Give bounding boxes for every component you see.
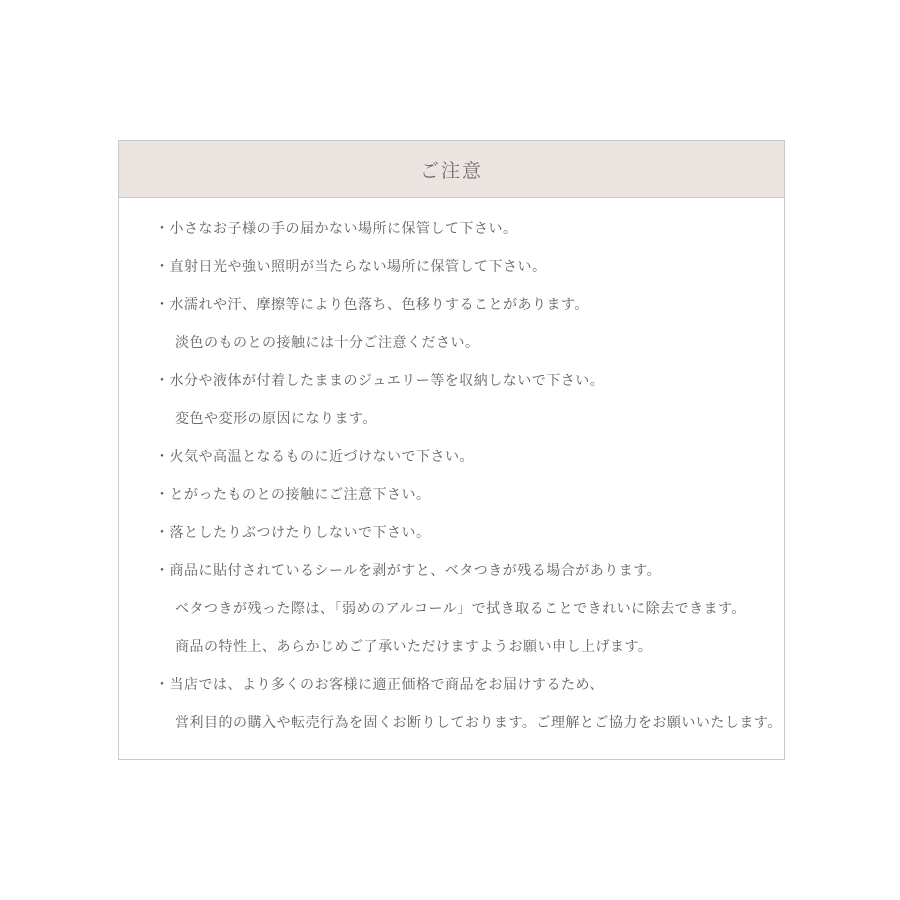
notice-line-text: 商品の特性上、あらかじめご了承いただけますようお願い申し上げます。 (175, 638, 653, 654)
notice-line (119, 551, 784, 589)
bullet-icon: ・ (155, 220, 170, 236)
notice-line-text: 変色や変形の原因になります。 (175, 410, 377, 426)
notice-line-text: とがったものとの接触にご注意下さい。 (169, 486, 431, 502)
notice-line-text: 火気や高温となるものに近づけないで下さい。 (169, 448, 474, 464)
notice-line (119, 209, 784, 247)
bullet-icon: ・ (155, 676, 170, 692)
notice-line-text: 営利目的の購入や転売行為を固くお断りしております。ご理解とご協力をお願いいたします。 (175, 714, 782, 730)
notice-line (119, 285, 784, 323)
bullet-icon: ・ (155, 296, 170, 312)
notice-content (119, 198, 784, 741)
notice-line-text: 落としたりぶつけたりしないで下さい。 (169, 524, 431, 540)
notice-line (119, 513, 784, 551)
bullet-icon: ・ (155, 524, 170, 540)
notice-line-text: 水分や液体が付着したままのジュエリー等を収納しないで下さい。 (169, 372, 605, 388)
notice-line-text: 水濡れや汗、摩擦等により色落ち、色移りすることがあります。 (169, 296, 589, 312)
notice-line-text: 淡色のものとの接触には十分ご注意ください。 (175, 334, 480, 350)
notice-line-text: 小さなお子様の手の届かない場所に保管して下さい。 (169, 220, 518, 236)
bullet-icon: ・ (155, 258, 170, 274)
notice-line-continuation (119, 323, 784, 361)
notice-line-text: 商品に貼付されているシールを剥がすと、ベタつきが残る場合があります。 (169, 562, 662, 578)
bullet-icon: ・ (155, 448, 170, 464)
notice-line (119, 361, 784, 399)
notice-line-text: ベタつきが残った際は、「弱めのアルコール」で拭き取ることできれいに除去できます。 (175, 600, 747, 616)
notice-line (119, 247, 784, 285)
notice-box (118, 140, 785, 760)
notice-line-continuation (119, 627, 784, 665)
notice-line-continuation (119, 589, 784, 627)
notice-line-continuation (119, 703, 784, 741)
bullet-icon: ・ (155, 562, 170, 578)
notice-line-text: 当店では、より多くのお客様に適正価格で商品をお届けするため、 (169, 676, 604, 692)
notice-line (119, 665, 784, 703)
notice-header (119, 141, 784, 198)
notice-line-continuation (119, 399, 784, 437)
bullet-icon: ・ (155, 372, 170, 388)
notice-line (119, 437, 784, 475)
notice-title: ご注意 (419, 160, 483, 182)
notice-line (119, 475, 784, 513)
bullet-icon: ・ (155, 486, 170, 502)
notice-line-text: 直射日光や強い照明が当たらない場所に保管して下さい。 (169, 258, 547, 274)
